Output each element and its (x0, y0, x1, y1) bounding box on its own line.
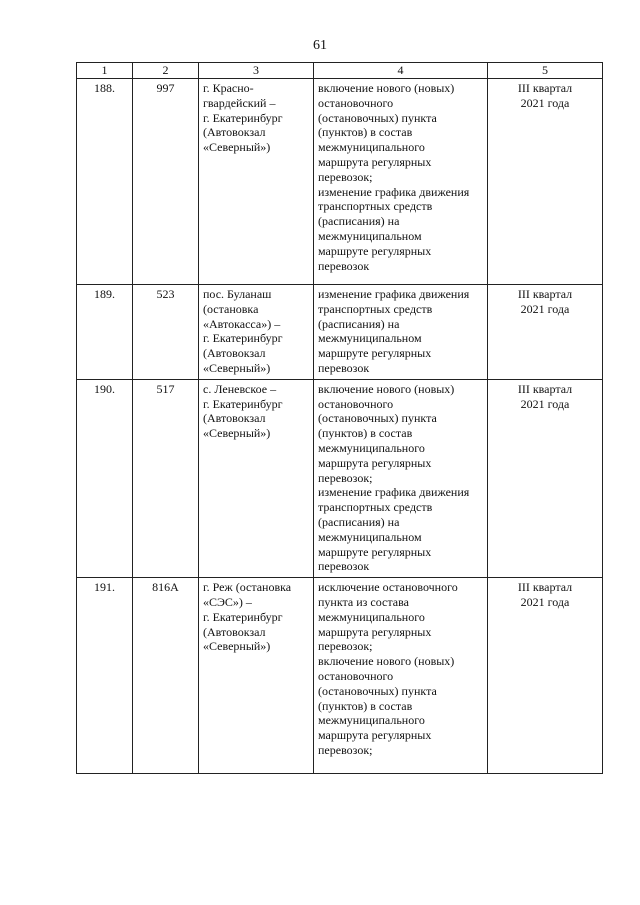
change-description-cell (314, 79, 488, 285)
change-description-line: межмуниципального (318, 713, 425, 728)
row-number-cell: 189. (77, 285, 133, 380)
route-name-line: г. Екатеринбург (203, 110, 283, 125)
period-line: 2021 года (520, 95, 570, 110)
route-name-cell (199, 285, 314, 380)
column-header: 2 (133, 63, 199, 79)
change-description-line: перевозок (318, 559, 370, 574)
route-name-line: гвардейский – (203, 95, 276, 110)
change-description-line: исключение остановочного (318, 580, 458, 595)
change-description-line: транспортных средств (318, 500, 433, 515)
change-description-cell (314, 578, 488, 774)
routes-table (76, 62, 603, 774)
change-description-line: межмуниципального (318, 440, 425, 455)
page-number: 61 (313, 38, 327, 53)
change-description-line: маршрута регулярных (318, 728, 432, 743)
change-description-line: транспортных средств (318, 199, 433, 214)
change-description-line: (расписания) на (318, 214, 400, 229)
table-row (77, 285, 603, 380)
route-number-cell: 523 (133, 285, 199, 380)
change-description-line: (расписания) на (318, 514, 400, 529)
change-description-line: остановочного (318, 668, 394, 683)
period-cell (488, 379, 603, 577)
route-name-line: г. Реж (остановка (203, 580, 292, 595)
change-description-cell (314, 379, 488, 577)
change-description-line: межмуниципальном (318, 228, 422, 243)
route-number-cell: 517 (133, 379, 199, 577)
change-description-line: (остановочных) пункта (318, 683, 437, 698)
route-name-line: пос. Буланаш (203, 287, 272, 301)
route-number-cell: 816А (133, 578, 199, 774)
change-description-line: включение нового (новых) (318, 654, 455, 669)
change-description-line: (пунктов) в состав (318, 426, 413, 441)
table-header-row (77, 63, 603, 79)
row-number-cell: 188. (77, 79, 133, 285)
period-cell (488, 79, 603, 285)
change-description-line: маршрута регулярных (318, 624, 432, 639)
change-description-line: межмуниципального (318, 609, 425, 624)
route-name-cell (199, 379, 314, 577)
change-description-line: перевозок (318, 360, 370, 375)
route-name-line: г. Екатеринбург (203, 396, 283, 411)
route-name-line: «Северный») (203, 426, 271, 441)
change-description-line: остановочного (318, 396, 394, 411)
period-cell (488, 285, 603, 380)
route-name-line: г. Екатеринбург (203, 609, 283, 624)
route-name-cell (199, 578, 314, 774)
column-header: 3 (199, 63, 314, 79)
change-description-line: (остановочных) пункта (318, 411, 437, 426)
change-description-line: перевозок (318, 258, 370, 273)
table-row (77, 578, 603, 774)
change-description-line: перевозок; (318, 470, 373, 485)
route-name-line: г. Красно- (203, 81, 254, 95)
change-description-line: перевозок; (318, 169, 373, 184)
change-description-line: изменение графика движения (318, 184, 470, 199)
change-description-line: перевозок; (318, 742, 373, 757)
table-row (77, 379, 603, 577)
period-cell (488, 578, 603, 774)
change-description-line: маршруте регулярных (318, 544, 432, 559)
route-name-line: г. Екатеринбург (203, 331, 283, 346)
change-description-line: межмуниципальном (318, 529, 422, 544)
change-description-cell (314, 285, 488, 380)
period-line: 2021 года (520, 594, 570, 609)
route-name-line: (Автовокзал (203, 624, 266, 639)
column-header: 4 (314, 63, 488, 79)
period-line: 2021 года (520, 301, 570, 316)
change-description-line: остановочного (318, 95, 394, 110)
table-row (77, 79, 603, 285)
change-description-line: включение нового (новых) (318, 81, 455, 95)
route-name-line: «Автокасса») – (203, 316, 281, 331)
change-description-line: маршруте регулярных (318, 346, 432, 361)
column-header: 1 (77, 63, 133, 79)
change-description-line: межмуниципального (318, 140, 425, 155)
route-number-cell: 997 (133, 79, 199, 285)
change-description-line: включение нового (новых) (318, 381, 455, 396)
row-number-cell: 190. (77, 379, 133, 577)
period-line: III квартал (517, 381, 573, 396)
change-description-line: (пунктов) в состав (318, 698, 413, 713)
route-name-line: (Автовокзал (203, 411, 266, 426)
change-description-line: (пунктов) в состав (318, 125, 413, 140)
change-description-line: маршрута регулярных (318, 154, 432, 169)
column-header: 5 (488, 63, 603, 79)
change-description-line: (остановочных) пункта (318, 110, 437, 125)
change-description-line: транспортных средств (318, 301, 433, 316)
route-name-line: с. Леневское – (203, 381, 277, 396)
route-name-line: «Северный») (203, 360, 271, 375)
route-name-line: (остановка (203, 301, 259, 316)
route-name-line: «Северный») (203, 639, 271, 654)
route-name-cell (199, 79, 314, 285)
period-line: 2021 года (520, 396, 570, 411)
change-description-line: межмуниципальном (318, 331, 422, 346)
period-line: III квартал (517, 81, 573, 95)
row-number-cell: 191. (77, 578, 133, 774)
change-description-line: изменение графика движения (318, 485, 470, 500)
change-description-line: изменение графика движения (318, 287, 470, 301)
change-description-line: перевозок; (318, 639, 373, 654)
change-description-line: (расписания) на (318, 316, 400, 331)
route-name-line: (Автовокзал (203, 346, 266, 361)
change-description-line: маршрута регулярных (318, 455, 432, 470)
change-description-line: пункта из состава (318, 594, 409, 609)
change-description-line: маршруте регулярных (318, 243, 432, 258)
route-name-line: (Автовокзал (203, 125, 266, 140)
period-line: III квартал (517, 580, 573, 595)
route-name-line: «СЭС») – (203, 594, 252, 609)
period-line: III квартал (517, 287, 573, 301)
route-name-line: «Северный») (203, 140, 271, 155)
